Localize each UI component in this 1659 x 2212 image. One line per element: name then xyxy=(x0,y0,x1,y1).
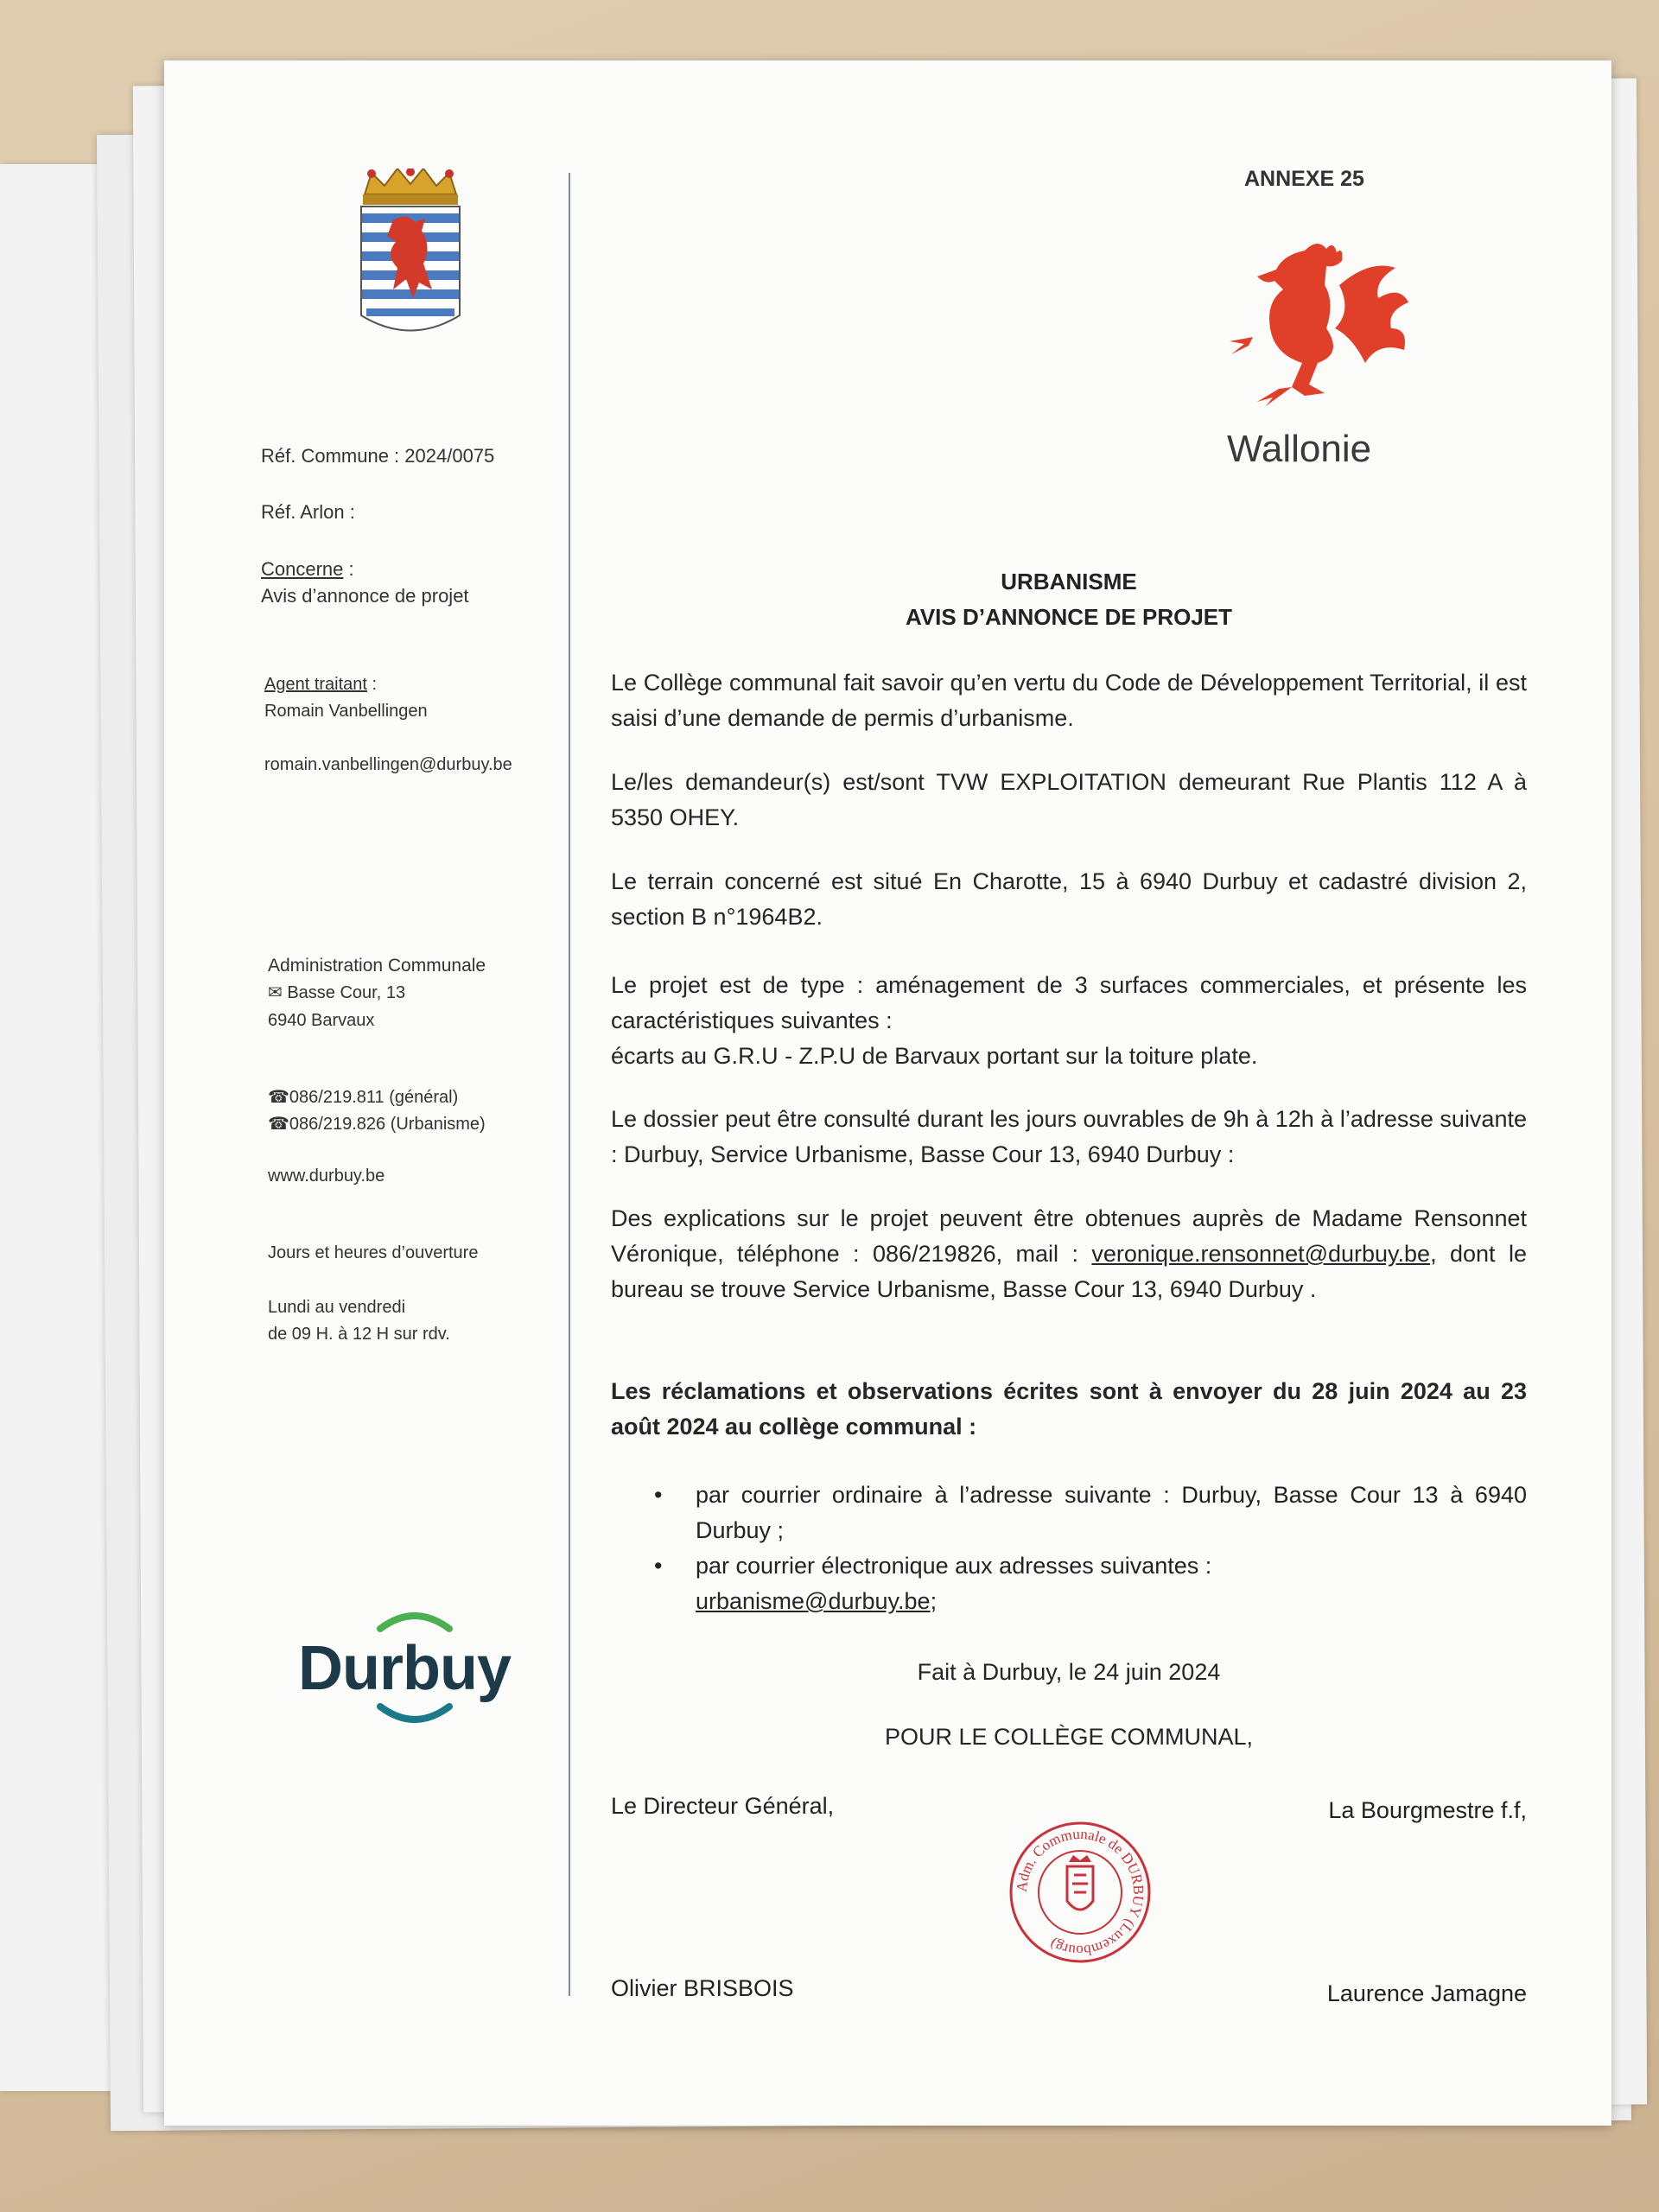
left-signatory-role: Le Directeur Général, xyxy=(611,1793,835,1819)
ref-commune: Réf. Commune : 2024/0075 xyxy=(261,445,495,467)
bullet-text xyxy=(696,1548,1527,1619)
paragraph-intro: Le Collège communal fait savoir qu’en vertu du Code de Développement Territorial, il est saisi d’une demande de permis d’urbanisme. xyxy=(611,670,1527,731)
project-characteristics: écarts au G.R.U - Z.P.U de Barvaux portant sur la toiture plate. xyxy=(611,1043,1258,1069)
logo-text: Durbuy xyxy=(298,1634,511,1703)
explanations-text-end: , dont le bureau se trouve Service Urbanisme, Basse Cour 13, 6940 Durbuy . xyxy=(611,1241,1527,1302)
paragraph-explanations xyxy=(611,1201,1527,1307)
hours-block xyxy=(268,1294,562,1348)
agent-name: Romain Vanbellingen xyxy=(264,702,428,721)
title-line1: URBANISME xyxy=(1001,569,1137,594)
official-stamp-icon xyxy=(1007,1819,1154,1966)
concerne-value: Avis d’annonce de projet xyxy=(261,585,469,607)
bullet-icon: • xyxy=(654,1553,663,1579)
phone-block xyxy=(268,1084,562,1138)
title-line2: AVIS D’ANNONCE DE PROJET xyxy=(905,604,1232,630)
agent-email[interactable]: romain.vanbellingen@durbuy.be xyxy=(264,755,512,774)
bullet-text-start: par courrier électronique aux adresses suivantes : xyxy=(696,1553,1212,1579)
document-page xyxy=(164,60,1611,2126)
contact-email-link[interactable]: veronique.rensonnet@durbuy.be xyxy=(1091,1241,1431,1267)
urbanisme-email-link[interactable]: urbanisme@durbuy.be xyxy=(696,1588,931,1614)
concerne-block xyxy=(261,556,555,609)
admin-name: Administration Communale xyxy=(268,956,486,976)
hours-line1: Lundi au vendredi xyxy=(268,1298,406,1317)
project-type-text: Le projet est de type : aménagement de 3 surfaces commerciales, et présente les caractéristiques suivantes : xyxy=(611,972,1527,1033)
for-college: POUR LE COLLÈGE COMMUNAL, xyxy=(884,1724,1254,1750)
paragraph-land: Le terrain concerné est situé En Charotte, 15 à 6940 Durbuy et cadastré division 2, section B n°1964B2. xyxy=(611,868,1527,930)
website-link[interactable]: www.durbuy.be xyxy=(268,1166,385,1185)
agent-block xyxy=(264,671,558,725)
annexe-label: ANNEXE 25 xyxy=(1244,167,1364,191)
rooster-icon xyxy=(1223,233,1413,415)
concerne-label: Concerne xyxy=(261,558,344,580)
admin-street: Basse Cour, 13 xyxy=(287,983,406,1002)
phone-urbanisme: 086/219.826 (Urbanisme) xyxy=(289,1115,486,1134)
page-title xyxy=(611,564,1527,635)
bullet-icon: • xyxy=(654,1482,663,1508)
admin-city: 6940 Barvaux xyxy=(268,1011,375,1030)
concerne-colon: : xyxy=(343,558,354,580)
envelope-icon: ✉ xyxy=(268,983,283,1002)
right-signatory-role: La Bourgmestre f.f, xyxy=(1328,1797,1527,1823)
coat-of-arms-icon xyxy=(346,168,475,346)
durbuy-logo xyxy=(298,1607,557,1737)
agent-colon: : xyxy=(366,675,378,694)
ref-arlon: Réf. Arlon : xyxy=(261,501,355,523)
right-signatory-name: Laurence Jamagne xyxy=(1326,1980,1527,2006)
phone-icon: ☎ xyxy=(268,1115,289,1134)
left-signatory-name: Olivier BRISBOIS xyxy=(611,1975,794,2001)
phone-general: 086/219.811 (général) xyxy=(289,1088,459,1107)
explanations-text: Des explications sur le projet peuvent être obtenues auprès de Madame Rensonnet Véronique, téléphone : 086/219826, mail : xyxy=(611,1205,1527,1267)
paragraph-complaints: Les réclamations et observations écrites sont à envoyer du 28 juin 2024 au 23 août 2024 au collège communal : xyxy=(611,1378,1527,1440)
paragraph-consultation: Le dossier peut être consulté durant les jours ouvrables de 9h à 12h à l’adresse suivante : Durbuy, Service Urbanisme, Basse Cour 13, 6940 Durbuy : xyxy=(611,1106,1527,1167)
done-at: Fait à Durbuy, le 24 juin 2024 xyxy=(917,1659,1221,1685)
agent-label: Agent traitant xyxy=(264,675,367,694)
bullet-text-end: ; xyxy=(930,1588,938,1614)
paragraph-applicant: Le/les demandeur(s) est/sont TVW EXPLOITATION demeurant Rue Plantis 112 A à 5350 OHEY. xyxy=(611,769,1527,830)
admin-block xyxy=(268,952,562,1034)
paragraph-project-type xyxy=(611,968,1527,1074)
stamp-text: Adm. Communale de DURBUY (Luxembourg) xyxy=(1013,1825,1147,1960)
hours-line2: de 09 H. à 12 H sur rdv. xyxy=(268,1325,450,1344)
wallonie-wordmark: Wallonie xyxy=(1227,428,1372,470)
column-divider xyxy=(569,173,570,1996)
bullet-text: par courrier ordinaire à l’adresse suivante : Durbuy, Basse Cour 13 à 6940 Durbuy ; xyxy=(696,1482,1527,1543)
phone-icon: ☎ xyxy=(268,1088,289,1107)
hours-label: Jours et heures d’ouverture xyxy=(268,1243,479,1262)
